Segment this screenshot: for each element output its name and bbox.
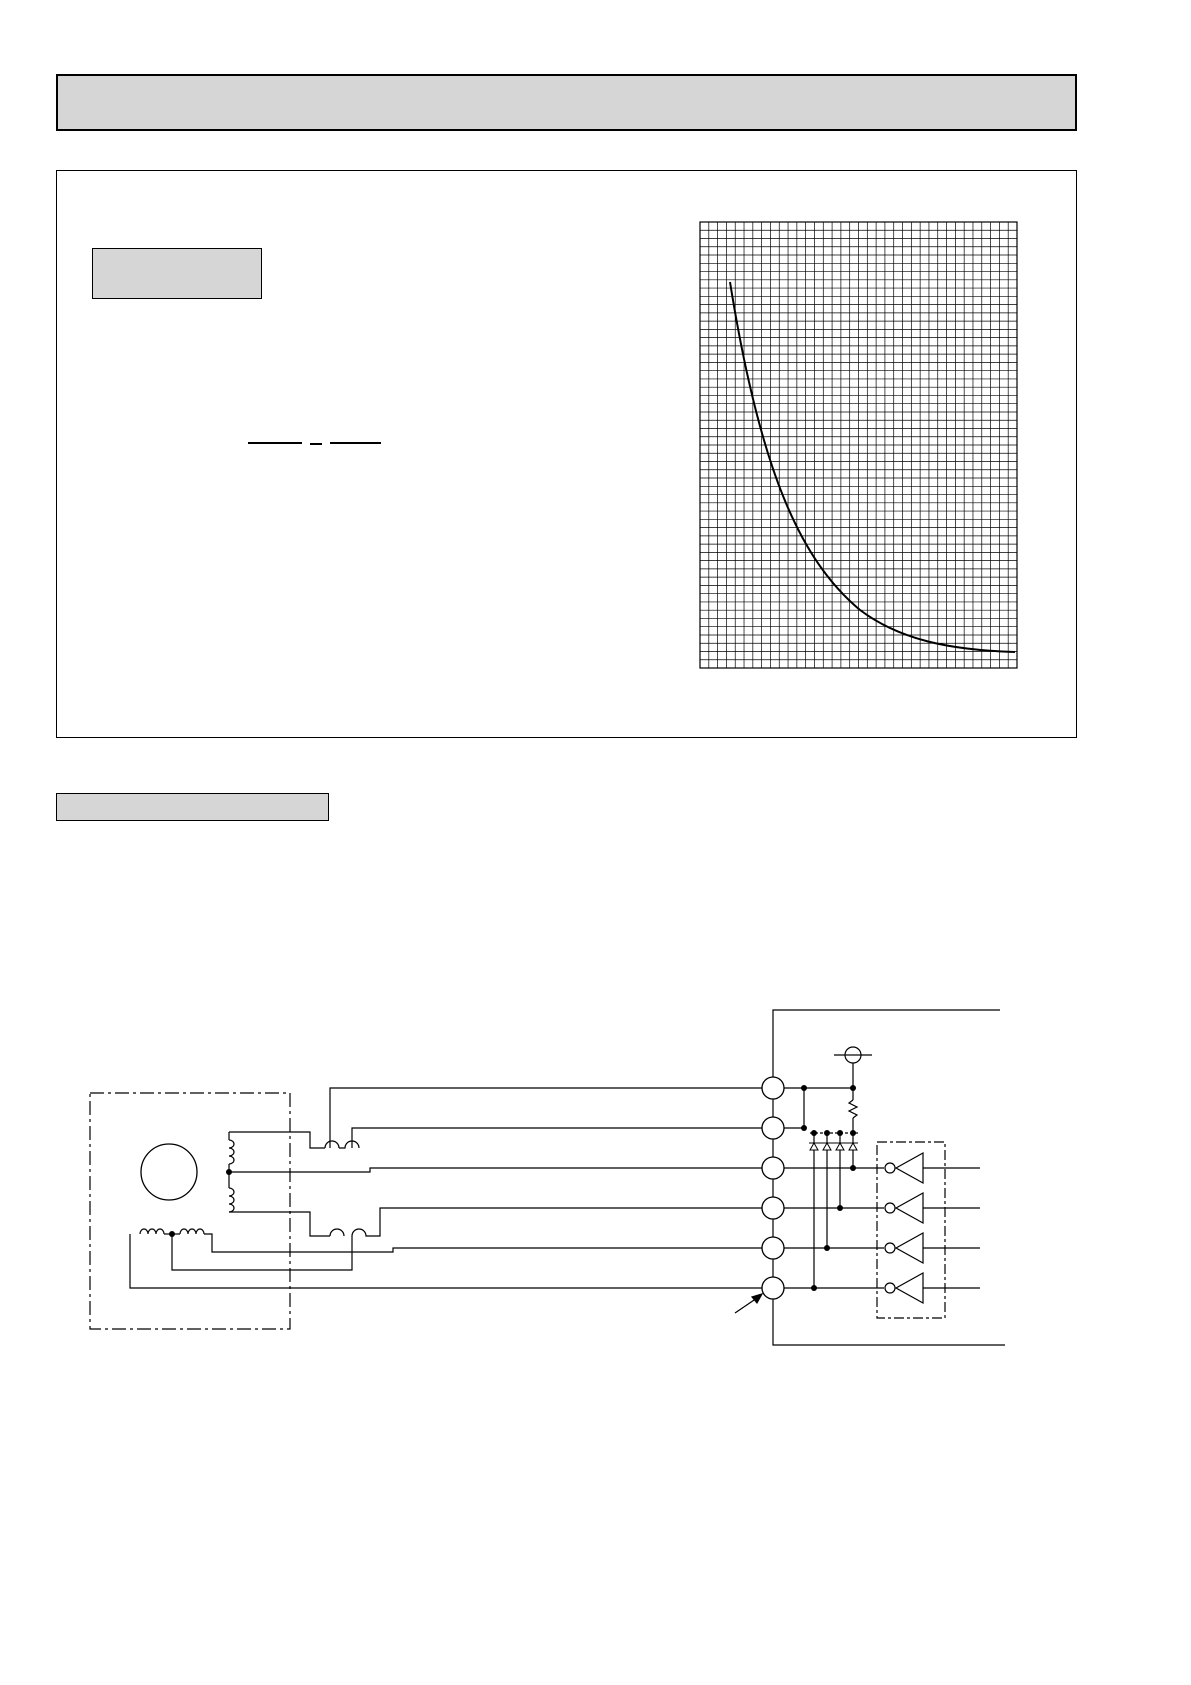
callout-arrow-icon [735, 1294, 762, 1313]
wiring [130, 1088, 763, 1288]
diode-icons [809, 1143, 858, 1150]
junction-dots [169, 1085, 856, 1291]
formula-fraction [248, 443, 381, 444]
output-lines [923, 1168, 980, 1288]
buffer-icons [885, 1153, 923, 1303]
chart-grid [700, 222, 1017, 668]
controller-board-edge [773, 1010, 1005, 1345]
motor-rotor-icon [141, 1144, 197, 1200]
motor-enclosure [90, 1093, 290, 1329]
